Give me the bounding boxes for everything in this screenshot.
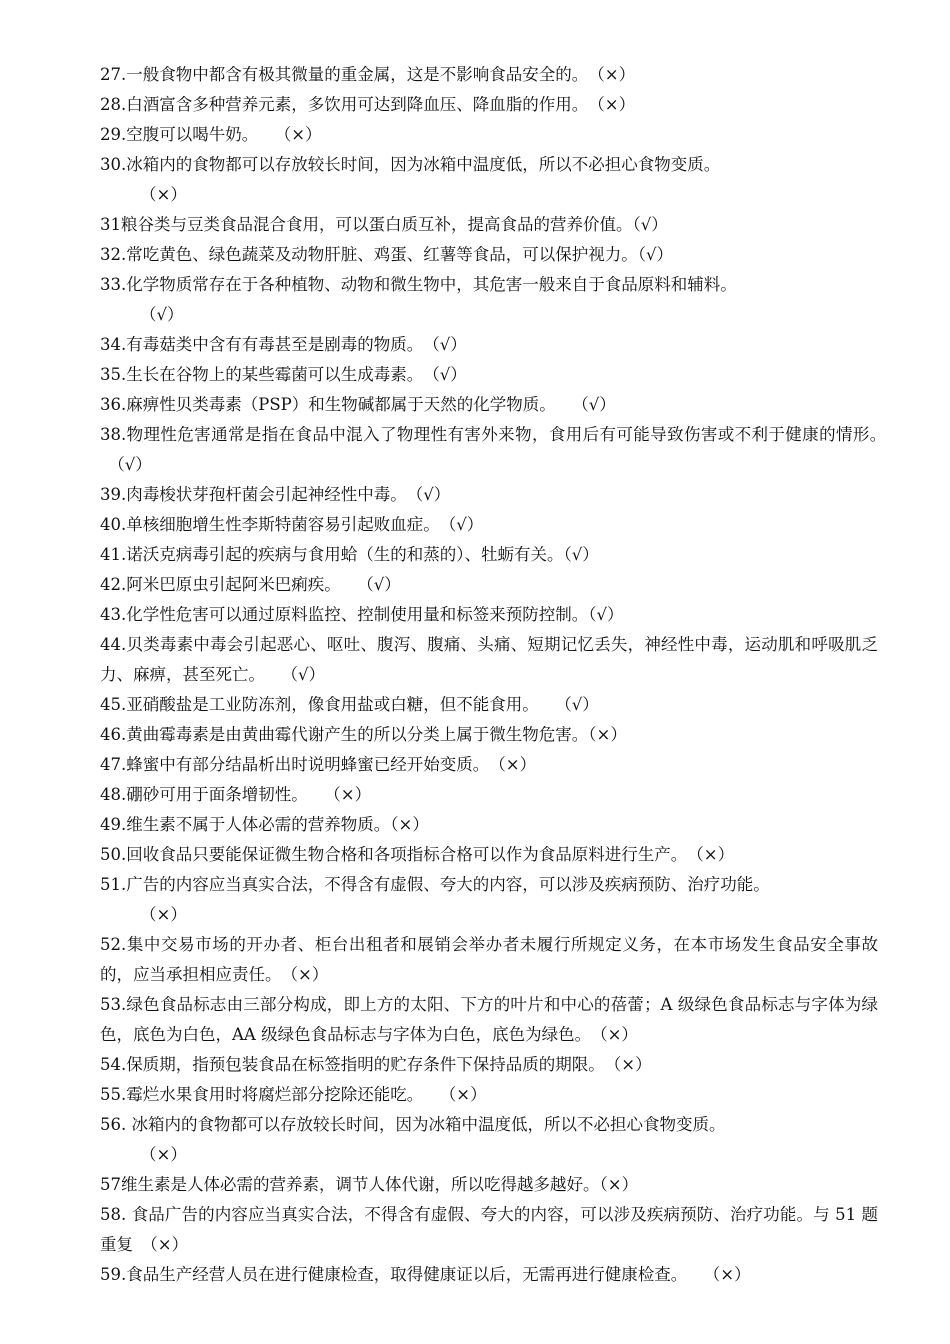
answer-mark: （√） xyxy=(588,605,624,624)
question-text: 57维生素是人体必需的营养素，调节人体代谢，所以吃得越多越好。 xyxy=(100,1175,600,1194)
question-text: 35.生长在谷物上的某些霉菌可以生成毒素。 xyxy=(100,365,415,384)
question-item xyxy=(100,360,878,390)
question-text: 47.蜂蜜中有部分结晶析出时说明蜂蜜已经开始变质。 xyxy=(100,755,481,774)
question-item xyxy=(100,630,878,690)
question-text: 36.麻痹性贝类毒素（PSP）和生物碱都属于天然的化学物质。 xyxy=(100,395,548,414)
answer-mark: （×） xyxy=(580,65,636,84)
question-item xyxy=(100,690,878,720)
answer-mark: （√） xyxy=(415,365,467,384)
answer-mark: （×） xyxy=(599,1175,639,1194)
answer-mark: （×） xyxy=(140,185,187,204)
answer-mark: （√） xyxy=(100,455,152,474)
question-text: 53.绿色食品标志由三部分构成，即上方的太阳、下方的叶片和中心的蓓蕾；A 级绿色食品标志与字体为绿色，底色为白色，AA 级绿色食品标志与字体为白色，底色为绿色。 xyxy=(100,995,878,1044)
answer-mark: （√） xyxy=(140,305,184,324)
question-text: 55.霉烂水果食用时将腐烂部分挖除还能吃。 xyxy=(100,1085,415,1104)
question-text: 31粮谷类与豆类食品混合食用，可以蛋白质互补，提高食品的营养价值。 xyxy=(100,215,633,234)
question-item xyxy=(100,810,878,840)
answer-mark: （√） xyxy=(332,575,401,594)
question-text: 52.集中交易市场的开办者、柜台出租者和展销会举办者未履行所规定义务，在本市场发生食品安全事故的，应当承担相应责任。 xyxy=(100,935,878,984)
question-item xyxy=(100,150,878,210)
question-text: 48.硼砂可用于面条增韧性。 xyxy=(100,785,300,804)
question-item xyxy=(100,90,878,120)
question-item xyxy=(100,750,878,780)
question-item xyxy=(100,990,878,1050)
question-text: 49.维生素不属于人体必需的营养物质。 xyxy=(100,815,391,834)
question-item xyxy=(100,840,878,870)
question-text: 41.诺沃克病毒引起的疾病与食用蛤（生的和蒸的）、牡蛎有关。 xyxy=(100,545,564,564)
answer-mark: （×） xyxy=(133,1235,189,1254)
question-item xyxy=(100,570,878,600)
question-item xyxy=(100,390,878,420)
answer-mark: （×） xyxy=(415,1085,487,1104)
answer-mark: （×） xyxy=(596,1055,652,1074)
question-text: 34.有毒菇类中含有有毒甚至是剧毒的物质。 xyxy=(100,335,415,354)
answer-mark: （×） xyxy=(679,1265,751,1284)
question-item xyxy=(100,1170,878,1200)
answer-mark: （√） xyxy=(563,545,599,564)
answer-mark: （×） xyxy=(390,815,429,834)
question-text: 50.回收食品只要能保证微生物合格和各项指标合格可以作为食品原料进行生产。 xyxy=(100,845,679,864)
question-text: 54.保质期，指预包装食品在标签指明的贮存条件下保持品质的期限。 xyxy=(100,1055,597,1074)
question-text: 28.白酒富含多种营养元素，多饮用可达到降血压、降血脂的作用。 xyxy=(100,95,580,114)
answer-mark: （×） xyxy=(273,965,329,984)
answer-mark: （√） xyxy=(431,515,484,534)
answer-mark: （√） xyxy=(398,485,451,504)
answer-mark: （×） xyxy=(140,905,187,924)
question-item xyxy=(100,1110,878,1170)
answer-mark: （√） xyxy=(415,335,467,354)
question-text: 43.化学性危害可以通过原料监控、控制使用量和标签来预防控制。 xyxy=(100,605,589,624)
question-item xyxy=(100,270,878,330)
question-item xyxy=(100,240,878,270)
question-item xyxy=(100,210,878,240)
question-item xyxy=(100,1050,878,1080)
question-text: 46.黄曲霉毒素是由黄曲霉代谢产生的所以分类上属于微生物危害。 xyxy=(100,725,589,744)
answer-mark: （×） xyxy=(140,1145,187,1164)
answer-mark: （×） xyxy=(299,785,372,804)
question-item xyxy=(100,720,878,750)
question-text: 44.贝类毒素中毒会引起恶心、呕吐、腹泻、腹痛、头痛、短期记忆丢失，神经性中毒，运动肌和呼吸肌乏力、麻痹，甚至死亡。 xyxy=(100,635,878,684)
question-text: 27.一般食物中都含有极其微量的重金属，这是不影响食品安全的。 xyxy=(100,65,580,84)
answer-mark: （√） xyxy=(256,665,326,684)
answer-mark: （×） xyxy=(582,1025,638,1044)
question-text: 59.食品生产经营人员在进行健康检查，取得健康证以后，无需再进行健康检查。 xyxy=(100,1265,679,1284)
question-item xyxy=(100,420,878,480)
question-item xyxy=(100,780,878,810)
question-text: 38.物理性危害通常是指在食品中混入了物理性有害外来物，食用后有可能导致伤害或不利于健康的情形。 xyxy=(100,425,878,444)
question-text: 30.冰箱内的食物都可以存放较长时间，因为冰箱中温度低，所以不必担心食物变质。 xyxy=(100,155,721,174)
answer-mark: （×） xyxy=(580,95,636,114)
question-item xyxy=(100,1200,878,1260)
answer-mark: （×） xyxy=(481,755,537,774)
question-text: 40.单核细胞增生性李斯特菌容易引起败血症。 xyxy=(100,515,432,534)
question-text: 58. 食品广告的内容应当真实合法，不得含有虚假、夸大的内容，可以涉及疾病预防、治疗功能。与 51 题重复 xyxy=(100,1205,878,1254)
answer-mark: （√） xyxy=(530,695,599,714)
question-text: 33.化学物质常存在于各种植物、动物和微生物中，其危害一般来自于食品原料和辅料。 xyxy=(100,275,737,294)
question-item xyxy=(100,600,878,630)
answer-mark: （√） xyxy=(632,215,668,234)
question-item xyxy=(100,1080,878,1110)
question-text: 45.亚硝酸盐是工业防冻剂，像食用盐或白糖，但不能食用。 xyxy=(100,695,531,714)
question-text: 39.肉毒梭状芽孢杆菌会引起神经性中毒。 xyxy=(100,485,399,504)
answer-mark: （×） xyxy=(250,125,322,144)
question-text: 29.空腹可以喝牛奶。 xyxy=(100,125,250,144)
question-item xyxy=(100,480,878,510)
question-item xyxy=(100,870,878,930)
answer-mark: （×） xyxy=(588,725,627,744)
question-item xyxy=(100,1260,878,1290)
question-item xyxy=(100,930,878,990)
question-item xyxy=(100,510,878,540)
question-item xyxy=(100,330,878,360)
answer-mark: （√） xyxy=(637,245,674,264)
question-item xyxy=(100,540,878,570)
answer-mark: （×） xyxy=(679,845,735,864)
question-text: 56. 冰箱内的食物都可以存放较长时间，因为冰箱中温度低，所以不必担心食物变质。 xyxy=(100,1115,726,1134)
question-item xyxy=(100,60,878,90)
question-item xyxy=(100,120,878,150)
question-text: 51.广告的内容应当真实合法，不得含有虚假、夸大的内容，可以涉及疾病预防、治疗功能。 xyxy=(100,875,770,894)
answer-mark: （√） xyxy=(547,395,616,414)
question-text: 42.阿米巴原虫引起阿米巴痢疾。 xyxy=(100,575,333,594)
question-text: 32.常吃黄色、绿色蔬菜及动物肝脏、鸡蛋、红薯等食品，可以保护视力。 xyxy=(100,245,638,264)
